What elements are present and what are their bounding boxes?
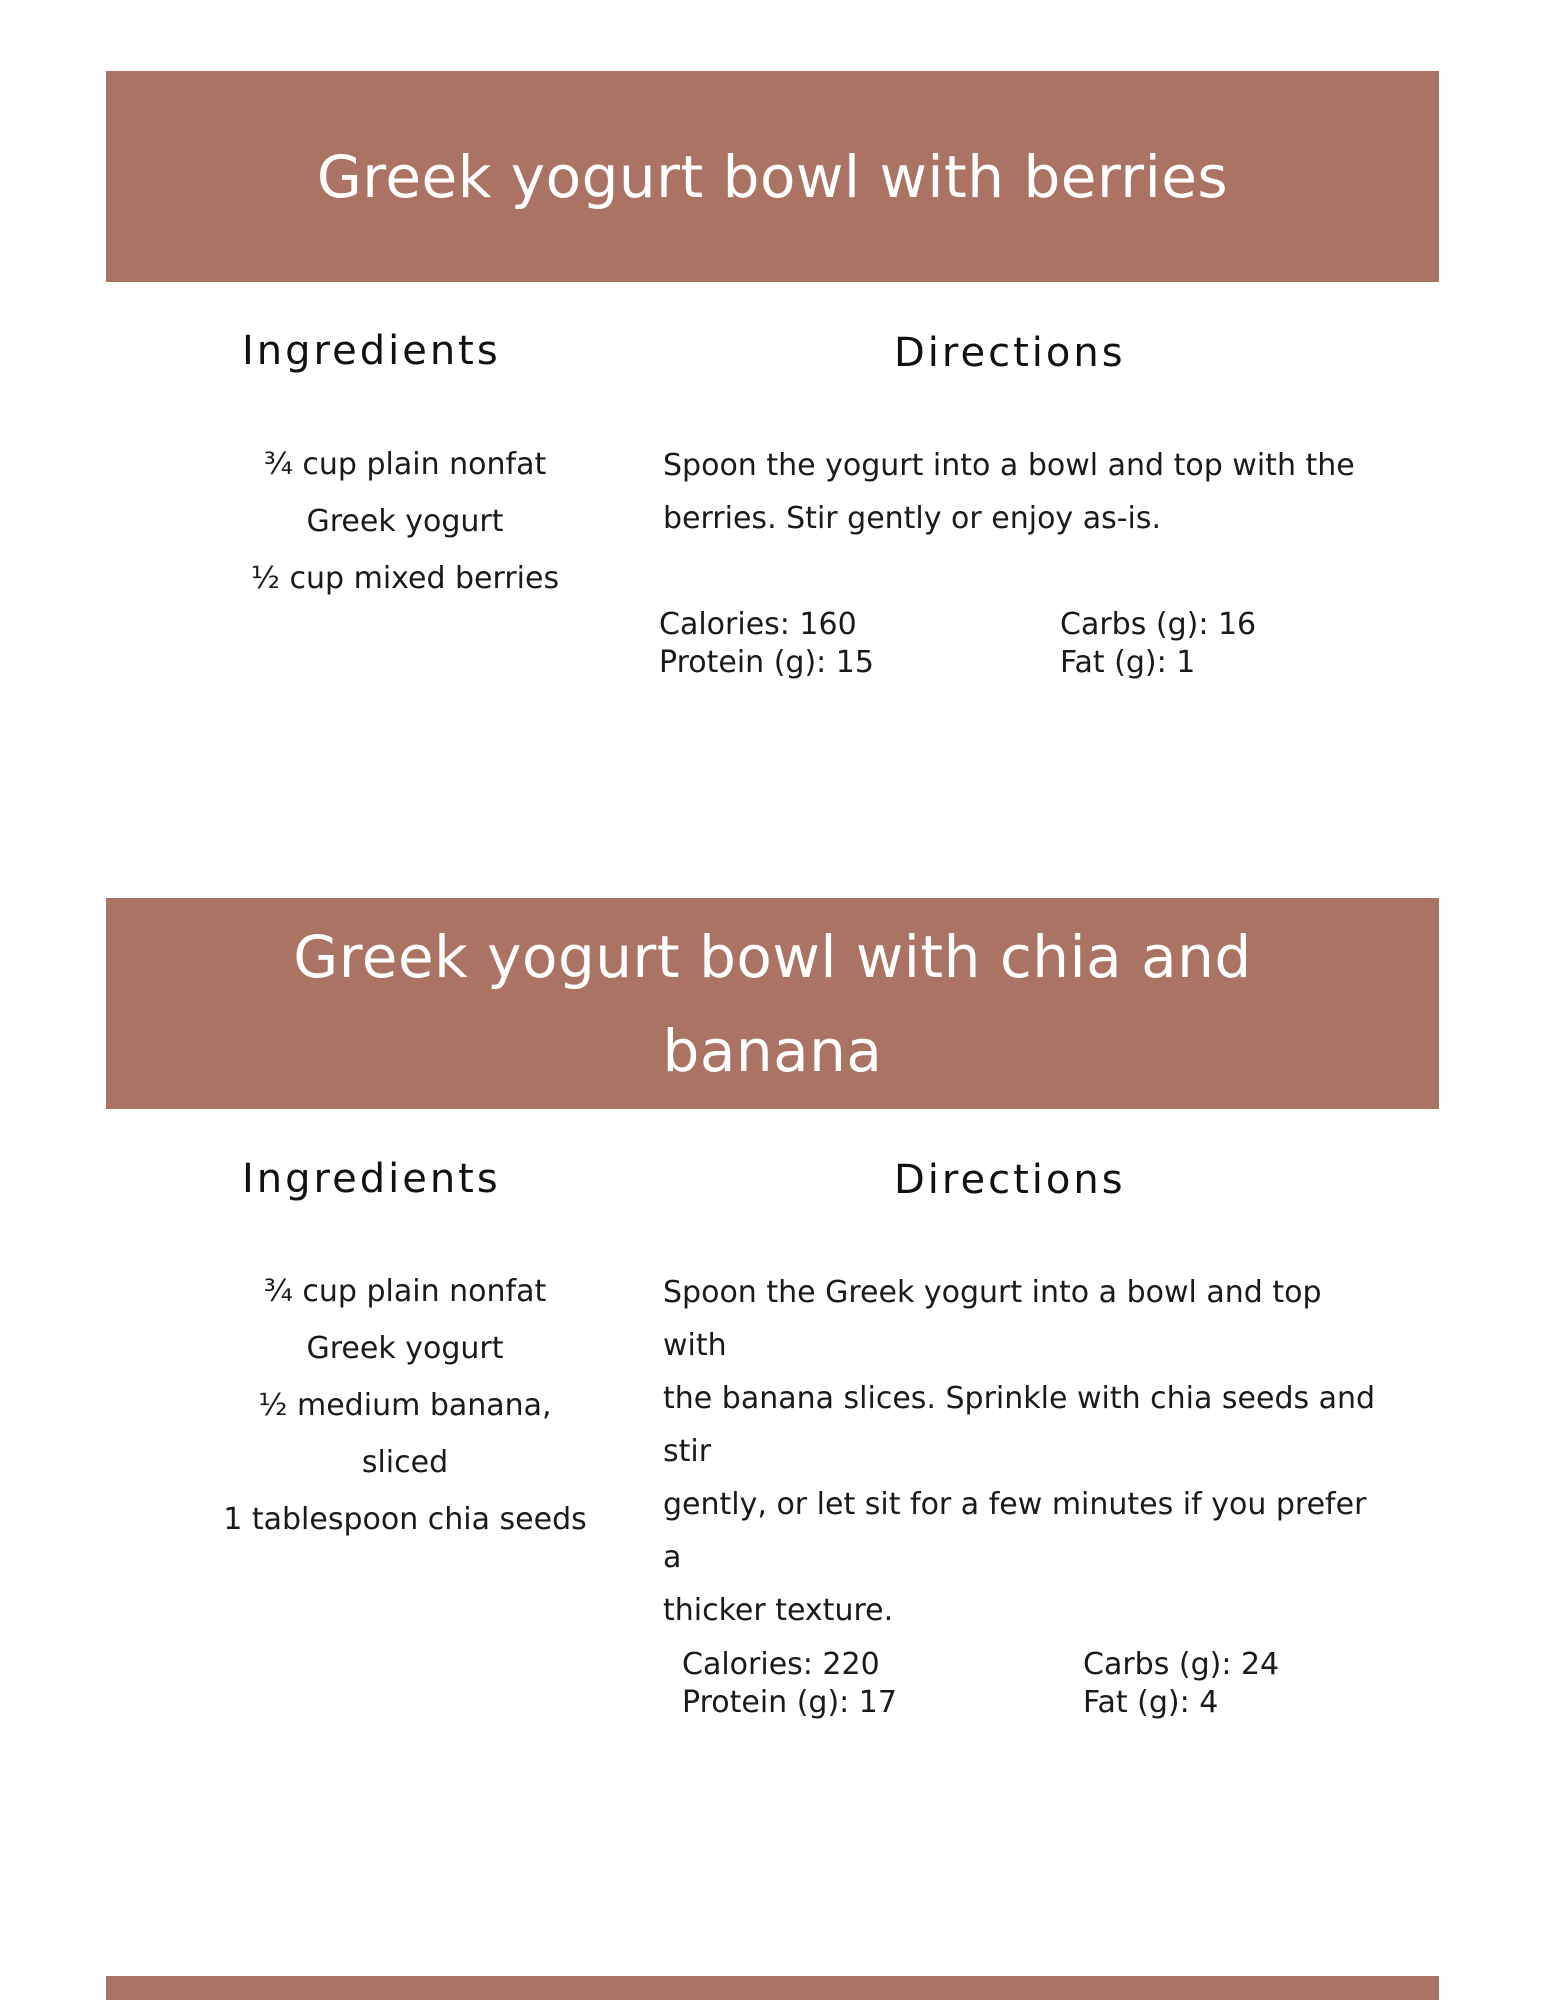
ingredients-heading: Ingredients <box>242 1156 501 1202</box>
directions-line: gently, or let sit for a few minutes if you prefer a <box>663 1487 1367 1575</box>
directions-text <box>663 439 1393 545</box>
recipe-title-banner <box>106 71 1439 282</box>
recipe-title: Greek yogurt bowl with berries <box>316 142 1229 211</box>
protein-value: Protein (g): 15 <box>659 645 874 680</box>
nutrition-right <box>1060 606 1256 682</box>
carbs-value: Carbs (g): 24 <box>1083 1647 1280 1682</box>
ingredients-heading: Ingredients <box>242 328 501 374</box>
ingredient-line: Greek yogurt <box>306 1331 504 1366</box>
directions-line: berries. Stir gently or enjoy as-is. <box>663 501 1162 536</box>
recipe-title-line: Greek yogurt bowl with chia and <box>293 922 1252 991</box>
recipe-title-banner-partial <box>106 1976 1439 2000</box>
nutrition-left <box>682 1646 897 1722</box>
ingredient-line: ¾ cup plain nonfat <box>263 447 547 482</box>
ingredient-line: Greek yogurt <box>306 504 504 539</box>
directions-line: the banana slices. Sprinkle with chia seeds and stir <box>663 1381 1376 1469</box>
directions-heading: Directions <box>894 1157 1126 1203</box>
nutrition-left <box>659 606 874 682</box>
directions-line: thicker texture. <box>663 1593 894 1628</box>
calories-value: Calories: 160 <box>659 607 857 642</box>
protein-value: Protein (g): 17 <box>682 1685 897 1720</box>
ingredient-line: ¾ cup plain nonfat <box>263 1274 547 1309</box>
ingredients-list <box>200 1263 610 1548</box>
recipe-title-banner <box>106 898 1439 1109</box>
directions-heading: Directions <box>894 330 1126 376</box>
calories-value: Calories: 220 <box>682 1647 880 1682</box>
ingredient-line: 1 tablespoon chia seeds <box>223 1502 587 1537</box>
recipe-title-line: banana <box>662 1016 883 1085</box>
directions-text <box>663 1266 1393 1637</box>
fat-value: Fat (g): 4 <box>1083 1685 1219 1720</box>
ingredients-list <box>200 436 610 607</box>
directions-line: Spoon the Greek yogurt into a bowl and top with <box>663 1275 1322 1363</box>
nutrition-right <box>1083 1646 1279 1722</box>
carbs-value: Carbs (g): 16 <box>1060 607 1257 642</box>
fat-value: Fat (g): 1 <box>1060 645 1196 680</box>
ingredient-line: ½ medium banana, <box>258 1388 552 1423</box>
recipe-title <box>293 910 1251 1098</box>
ingredient-line: ½ cup mixed berries <box>250 561 560 596</box>
directions-line: Spoon the yogurt into a bowl and top with the <box>663 448 1355 483</box>
ingredient-line: sliced <box>361 1445 449 1480</box>
